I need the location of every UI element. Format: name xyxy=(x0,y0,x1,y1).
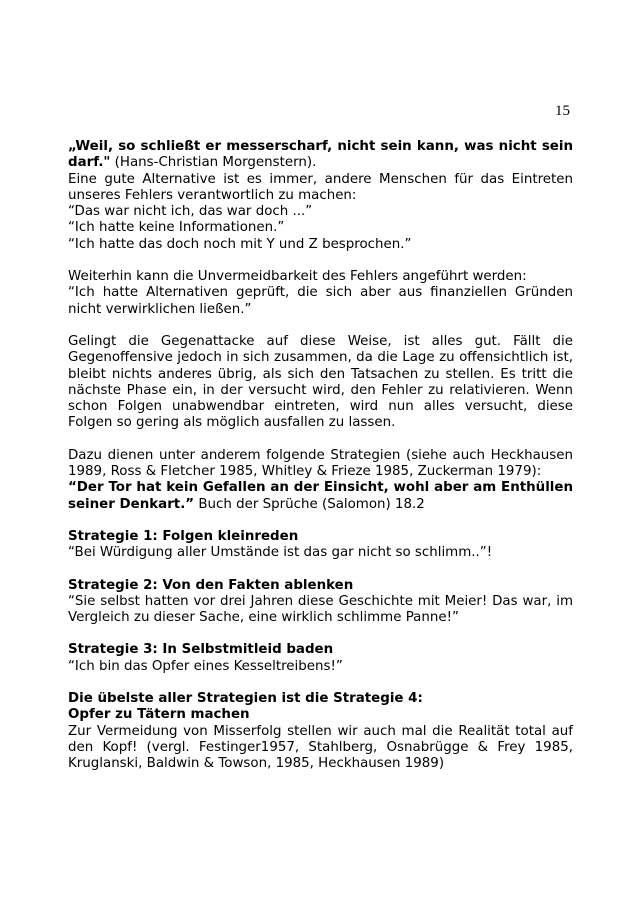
strategy-heading-text: Strategie 1: Folgen kleinreden xyxy=(68,528,299,544)
text-line: unseres Fehlers verantwortlich zu machen: xyxy=(68,187,357,203)
text-line: “Bei Würdigung aller Umstände ist das gar nicht so schlimm..”! xyxy=(68,545,493,561)
paragraph-gap xyxy=(68,513,573,529)
paragraph-gap xyxy=(68,432,573,448)
text-line: Eine gute Alternative ist es immer, andere Menschen für das Eintreten xyxy=(68,171,573,187)
page-body xyxy=(68,139,573,773)
quote-bold: “Der Tor hat kein Gefallen an der Einsicht, wohl aber am Enthüllen xyxy=(68,480,573,496)
text-line: nicht verwirklichen ließen.” xyxy=(68,301,252,317)
paragraph-gap xyxy=(68,675,573,691)
paragraph-gap xyxy=(68,626,573,642)
quote-bold: „Weil, so schließt er messerscharf, nicht sein kann, was nicht sein xyxy=(68,139,573,154)
text-line: “Sie selbst hatten vor drei Jahren diese Geschichte mit Meier! Das war, im xyxy=(68,593,573,609)
strategy-heading-text: Strategie 2: Von den Fakten ablenken xyxy=(68,577,354,593)
quote-line xyxy=(68,155,573,171)
text-line: Kruglanski, Baldwin & Towson, 1985, Heckhausen 1989) xyxy=(68,756,445,772)
text-line: “Ich bin das Opfer eines Kesseltreibens!” xyxy=(68,658,343,674)
text-line: nächste Phase ein, in der versucht wird, den Fehler zu relativieren. Wenn xyxy=(68,382,573,398)
text-line: “Das war nicht ich, das war doch ...” xyxy=(68,204,313,220)
quote-bold: darf." xyxy=(68,155,111,171)
strategy-4-heading xyxy=(68,691,573,707)
strategy-2-heading xyxy=(68,578,573,594)
text-line: Zur Vermeidung von Misserfolg stellen wir auch mal die Realität total auf xyxy=(68,723,573,739)
text-line: 1989, Ross & Fletcher 1985, Whitley & Frieze 1985, Zuckerman 1979): xyxy=(68,464,542,480)
strategy-heading-text: Opfer zu Tätern machen xyxy=(68,707,250,723)
paragraph-gap xyxy=(68,318,573,334)
paragraph-gap xyxy=(68,253,573,269)
text-line: Dazu dienen unter anderem folgende Strategien (siehe auch Heckhausen xyxy=(68,447,573,463)
text-line: Gegenoffensive jedoch in sich zusammen, da die Lage zu offensichtlich ist, xyxy=(68,350,573,366)
text-line: den Kopf! (vergl. Festinger1957, Stahlberg, Osnabrügge & Frey 1985, xyxy=(68,739,573,755)
text-line: “Ich hatte das doch noch mit Y und Z besprochen.” xyxy=(68,236,412,252)
strategy-3-heading xyxy=(68,642,573,658)
text-line: bleibt nichts anderes übrig, als sich den Tatsachen zu stellen. Es tritt die xyxy=(68,366,573,382)
quote-source: Buch der Sprüche (Salomon) 18.2 xyxy=(194,496,425,512)
strategy-4-subheading xyxy=(68,707,573,723)
text-line: Gelingt die Gegenattacke auf diese Weise, ist alles gut. Fällt die xyxy=(68,333,573,349)
quote-line xyxy=(68,139,573,155)
quote-source: (Hans-Christian Morgenstern). xyxy=(110,155,317,171)
strategy-heading-text: Strategie 3: In Selbstmitleid baden xyxy=(68,642,334,658)
page-number: 15 xyxy=(555,103,570,119)
text-line: “Ich hatte Alternativen geprüft, die sich aber aus finanziellen Gründen xyxy=(68,285,573,301)
strategy-heading-text: Die übelste aller Strategien ist die Strategie 4: xyxy=(68,691,423,707)
quote-line xyxy=(68,497,573,513)
strategy-1-heading xyxy=(68,529,573,545)
text-line: schon Folgen unabwendbar eintreten, wird nun alles versucht, diese xyxy=(68,399,573,415)
text-line: “Ich hatte keine Informationen.” xyxy=(68,220,285,236)
quote-bold: seiner Denkart.” xyxy=(68,496,195,512)
quote-line xyxy=(68,480,573,496)
text-line: Folgen so gering als möglich ausfallen zu lassen. xyxy=(68,415,396,431)
text-line: Weiterhin kann die Unvermeidbarkeit des Fehlers angeführt werden: xyxy=(68,269,527,285)
paragraph-gap xyxy=(68,562,573,578)
text-line: Vergleich zu dieser Sache, eine wirklich schlimme Panne!” xyxy=(68,610,459,626)
